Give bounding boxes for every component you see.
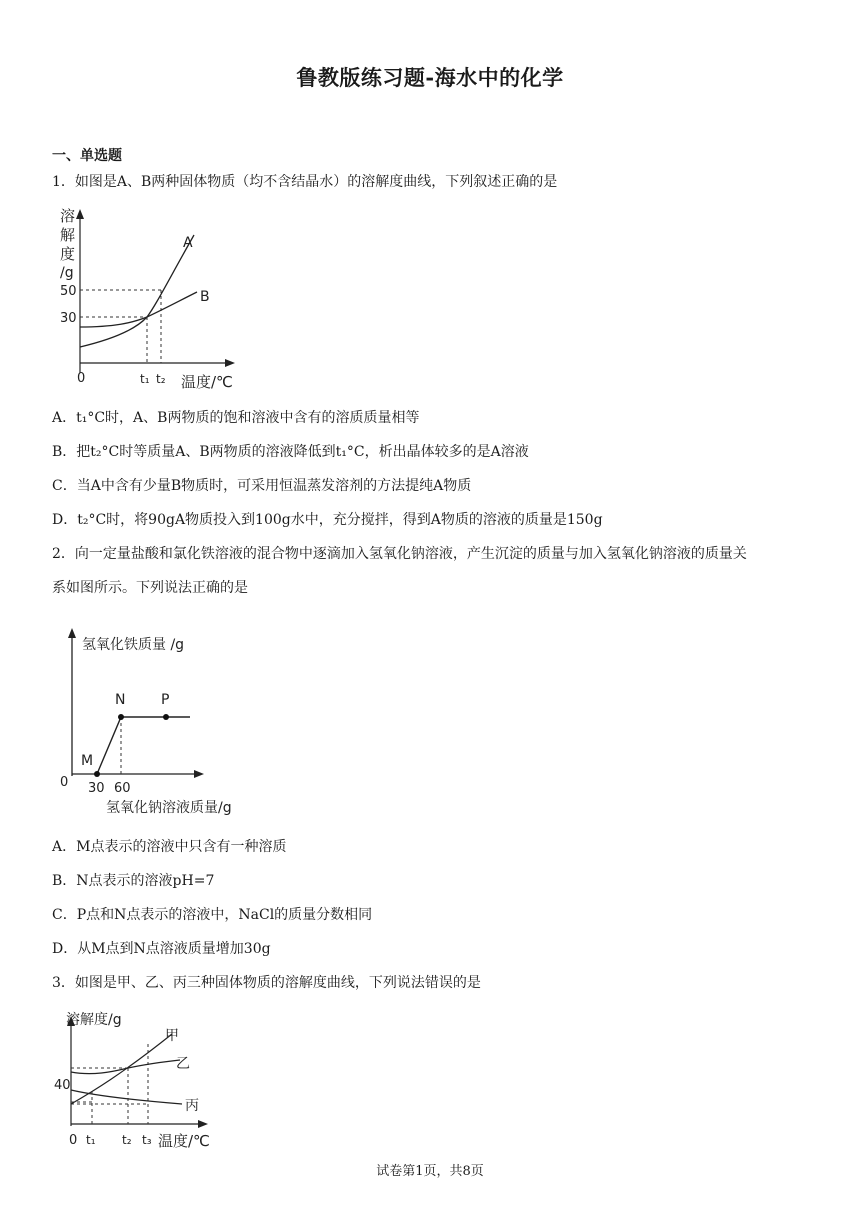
q2-stem-line-2: 系如图所示。下列说法正确的是 xyxy=(52,580,248,596)
q2-x-label: 氢氧化钠溶液质量/g xyxy=(106,800,232,816)
q3-curve-yi xyxy=(71,1060,180,1074)
q2-stem-line-1: 2．向一定量盐酸和氯化铁溶液的混合物中逐滴加入氢氧化钠溶液，产生沉淀的质量与加入氢氧化钠溶液的质量关 xyxy=(52,546,747,562)
q3-x-tick-t2: t₂ xyxy=(122,1133,132,1147)
q3-y-label: 溶解度/g xyxy=(66,1012,122,1028)
q3-stem: 3．如图是甲、乙、丙三种固体物质的溶解度曲线，下列说法错误的是 xyxy=(52,975,481,991)
q1-option-d: D．t₂°C时，将90gA物质投入到100g水中，充分搅拌，得到A物质的溶液的质量是150g xyxy=(52,512,603,528)
q1-option-c: C．当A中含有少量B物质时，可采用恒温蒸发溶剂的方法提纯A物质 xyxy=(52,478,472,494)
section-heading: 一、单选题 xyxy=(52,148,122,164)
q2-x-tick-60: 60 xyxy=(114,781,131,796)
q1-solubility-chart xyxy=(44,203,244,393)
q1-option-b: B．把t₂°C时等质量A、B两物质的溶液降低到t₁°C，析出晶体较多的是A溶液 xyxy=(52,444,529,460)
q2-point-p-label: P xyxy=(161,692,170,708)
q1-origin: 0 xyxy=(77,371,86,386)
q2-x-arrow xyxy=(194,770,204,778)
q1-y-label-3: 度 xyxy=(60,245,76,263)
q1-x-arrow xyxy=(225,359,235,367)
q3-curve-bing-label: 丙 xyxy=(185,1098,199,1114)
q3-curve-yi-label: 乙 xyxy=(176,1056,190,1072)
page-title: 鲁教版练习题-海水中的化学 xyxy=(296,65,564,90)
q3-solubility-chart xyxy=(52,1004,222,1154)
q2-point-n xyxy=(118,714,124,720)
q2-option-b: B．N点表示的溶液pH=7 xyxy=(52,873,215,889)
q2-option-a: A．M点表示的溶液中只含有一种溶质 xyxy=(52,839,287,855)
q1-option-a: A．t₁°C时，A、B两物质的饱和溶液中含有的溶质质量相等 xyxy=(52,410,420,426)
q3-curve-bing xyxy=(71,1090,182,1104)
q1-stem: 1．如图是A、B两种固体物质（均不含结晶水）的溶解度曲线，下列叙述正确的是 xyxy=(52,174,558,190)
q3-x-arrow xyxy=(198,1120,208,1128)
q2-y-arrow xyxy=(68,628,76,638)
q1-curve-b xyxy=(80,292,197,327)
q2-point-n-label: N xyxy=(115,692,126,708)
q1-x-label: 温度/℃ xyxy=(181,373,233,391)
q1-y-label-2: 解 xyxy=(60,226,76,244)
q3-y-tick-40: 40 xyxy=(54,1078,71,1093)
q1-y-label-1: 溶 xyxy=(60,207,76,225)
q2-origin: 0 xyxy=(60,775,69,790)
q2-option-d: D．从M点到N点溶液质量增加30g xyxy=(52,941,271,957)
q1-curve-b-label: B xyxy=(200,289,210,305)
q3-x-tick-t3: t₃ xyxy=(142,1133,152,1147)
q1-y-label-4: /g xyxy=(60,265,74,281)
page-footer: 试卷第1页，共8页 xyxy=(376,1164,484,1179)
q2-point-m xyxy=(94,771,100,777)
q2-point-m-label: M xyxy=(81,753,94,769)
q2-precipitate-chart xyxy=(52,624,272,820)
q1-curve-a-label: A xyxy=(183,235,193,251)
q2-precipitate-line xyxy=(97,717,190,774)
q2-option-c: C．P点和N点表示的溶液中，NaCl的质量分数相同 xyxy=(52,907,373,923)
q1-x-tick-t2: t₂ xyxy=(156,372,166,386)
q2-y-label: 氢氧化铁质量 /g xyxy=(82,637,185,653)
q3-origin: 0 xyxy=(69,1133,78,1148)
q1-y-tick-50: 50 xyxy=(60,284,77,299)
q3-x-label: 温度/℃ xyxy=(158,1132,210,1150)
q1-y-tick-30: 30 xyxy=(60,311,77,326)
q1-x-tick-t1: t₁ xyxy=(140,372,150,386)
q2-x-tick-30: 30 xyxy=(88,781,105,796)
q3-x-tick-t1: t₁ xyxy=(86,1133,96,1147)
q1-curve-a xyxy=(80,235,194,347)
q2-point-p xyxy=(163,714,169,720)
q3-curve-jia-label: 甲 xyxy=(165,1028,179,1044)
q1-y-arrow xyxy=(76,209,84,219)
